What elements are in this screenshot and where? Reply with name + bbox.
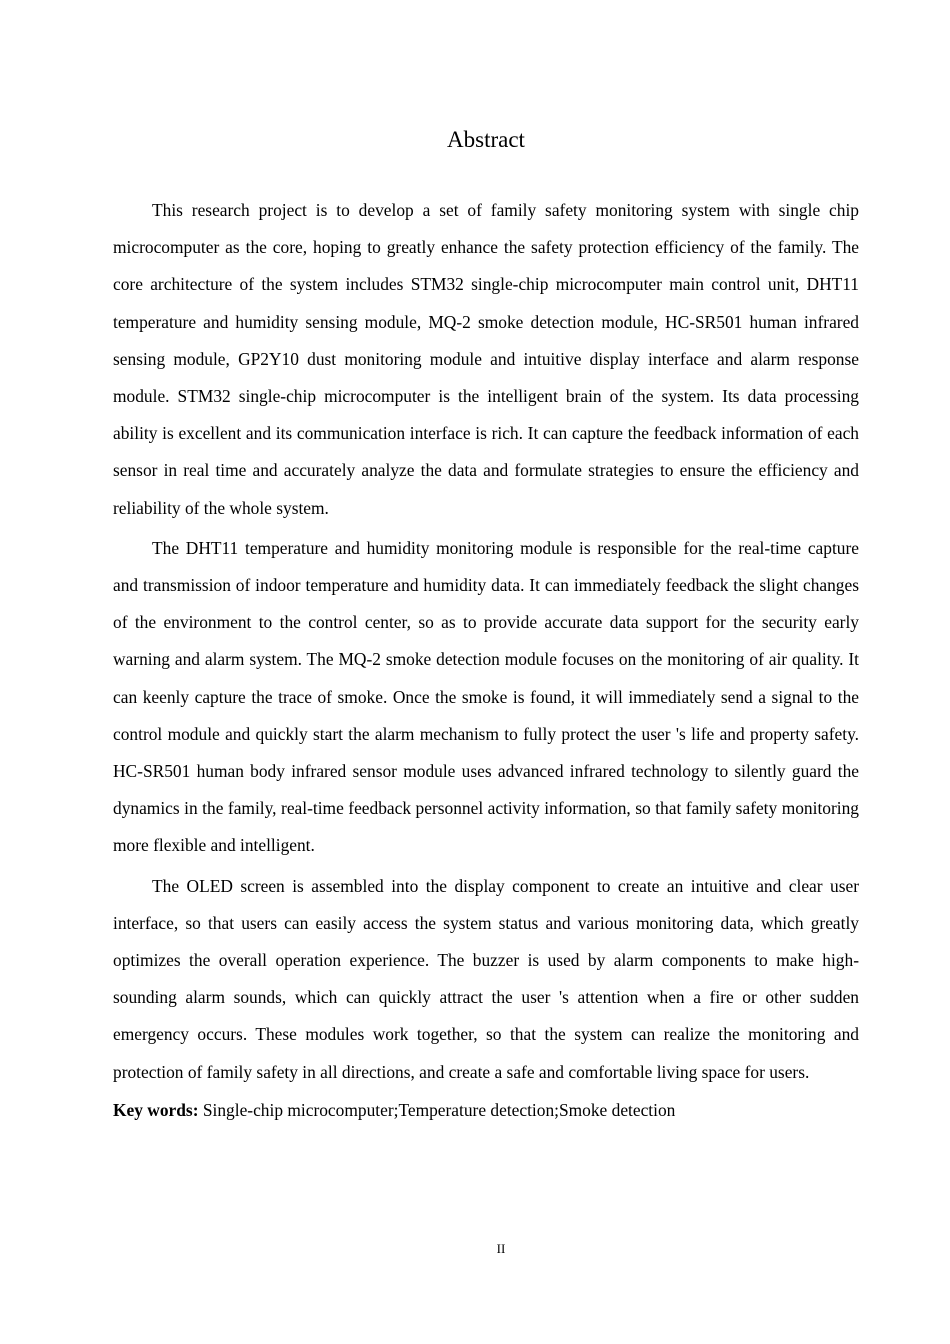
- abstract-title: Abstract: [447, 127, 525, 152]
- keywords-line: [113, 1094, 859, 1127]
- keywords-label: Key words:: [113, 1099, 199, 1120]
- abstract-paragraph-3: The OLED screen is assembled into the display component to create an intuitive and clear user interface, so that users can easily access the system status and various monitoring data, which greatly optimizes the overall operation experience. The buzzer is used by alarm components to make high-sounding alarm sounds, which can quickly attract the user 's attention when a fire or other sudden emergency occurs. These modules work together, so that the system can realize the monitoring and protection of family safety in all directions, and create a safe and comfortable living space for users.: [113, 875, 859, 1082]
- abstract-paragraph-2: The DHT11 temperature and humidity monitoring module is responsible for the real-time capture and transmission of indoor temperature and humidity data. It can immediately feedback the slight changes of the environment to the control center, so as to provide accurate data support for the security early warning and alarm system. The MQ-2 smoke detection module focuses on the monitoring of air quality. It can keenly capture the trace of smoke. Once the smoke is found, it will immediately send a signal to the control module and quickly start the alarm mechanism to fully protect the user 's life and property safety. HC-SR501 human body infrared sensor module uses advanced infrared technology to silently guard the dynamics in the family, real-time feedback personnel activity information, so that family safety monitoring more flexible and intelligent.: [113, 537, 859, 856]
- abstract-paragraph-1: This research project is to develop a set of family safety monitoring system with single chip microcomputer as the core, hoping to greatly enhance the safety protection efficiency of the family. The core architecture of the system includes STM32 single-chip microcomputer main control unit, DHT11 temperature and humidity sensing module, MQ-2 smoke detection module, HC-SR501 human infrared sensing module, GP2Y10 dust monitoring module and intuitive display interface and alarm response module. STM32 single-chip microcomputer is the intelligent brain of the system. Its data processing ability is excellent and its communication interface is rich. It can capture the feedback information of each sensor in real time and accurately analyze the data and formulate strategies to ensure the efficiency and reliability of the whole system.: [113, 200, 859, 518]
- abstract-body: [113, 192, 859, 1127]
- keywords-text: Single-chip microcomputer;Temperature detection;Smoke detection: [198, 1099, 676, 1120]
- page-number: II: [496, 1241, 506, 1256]
